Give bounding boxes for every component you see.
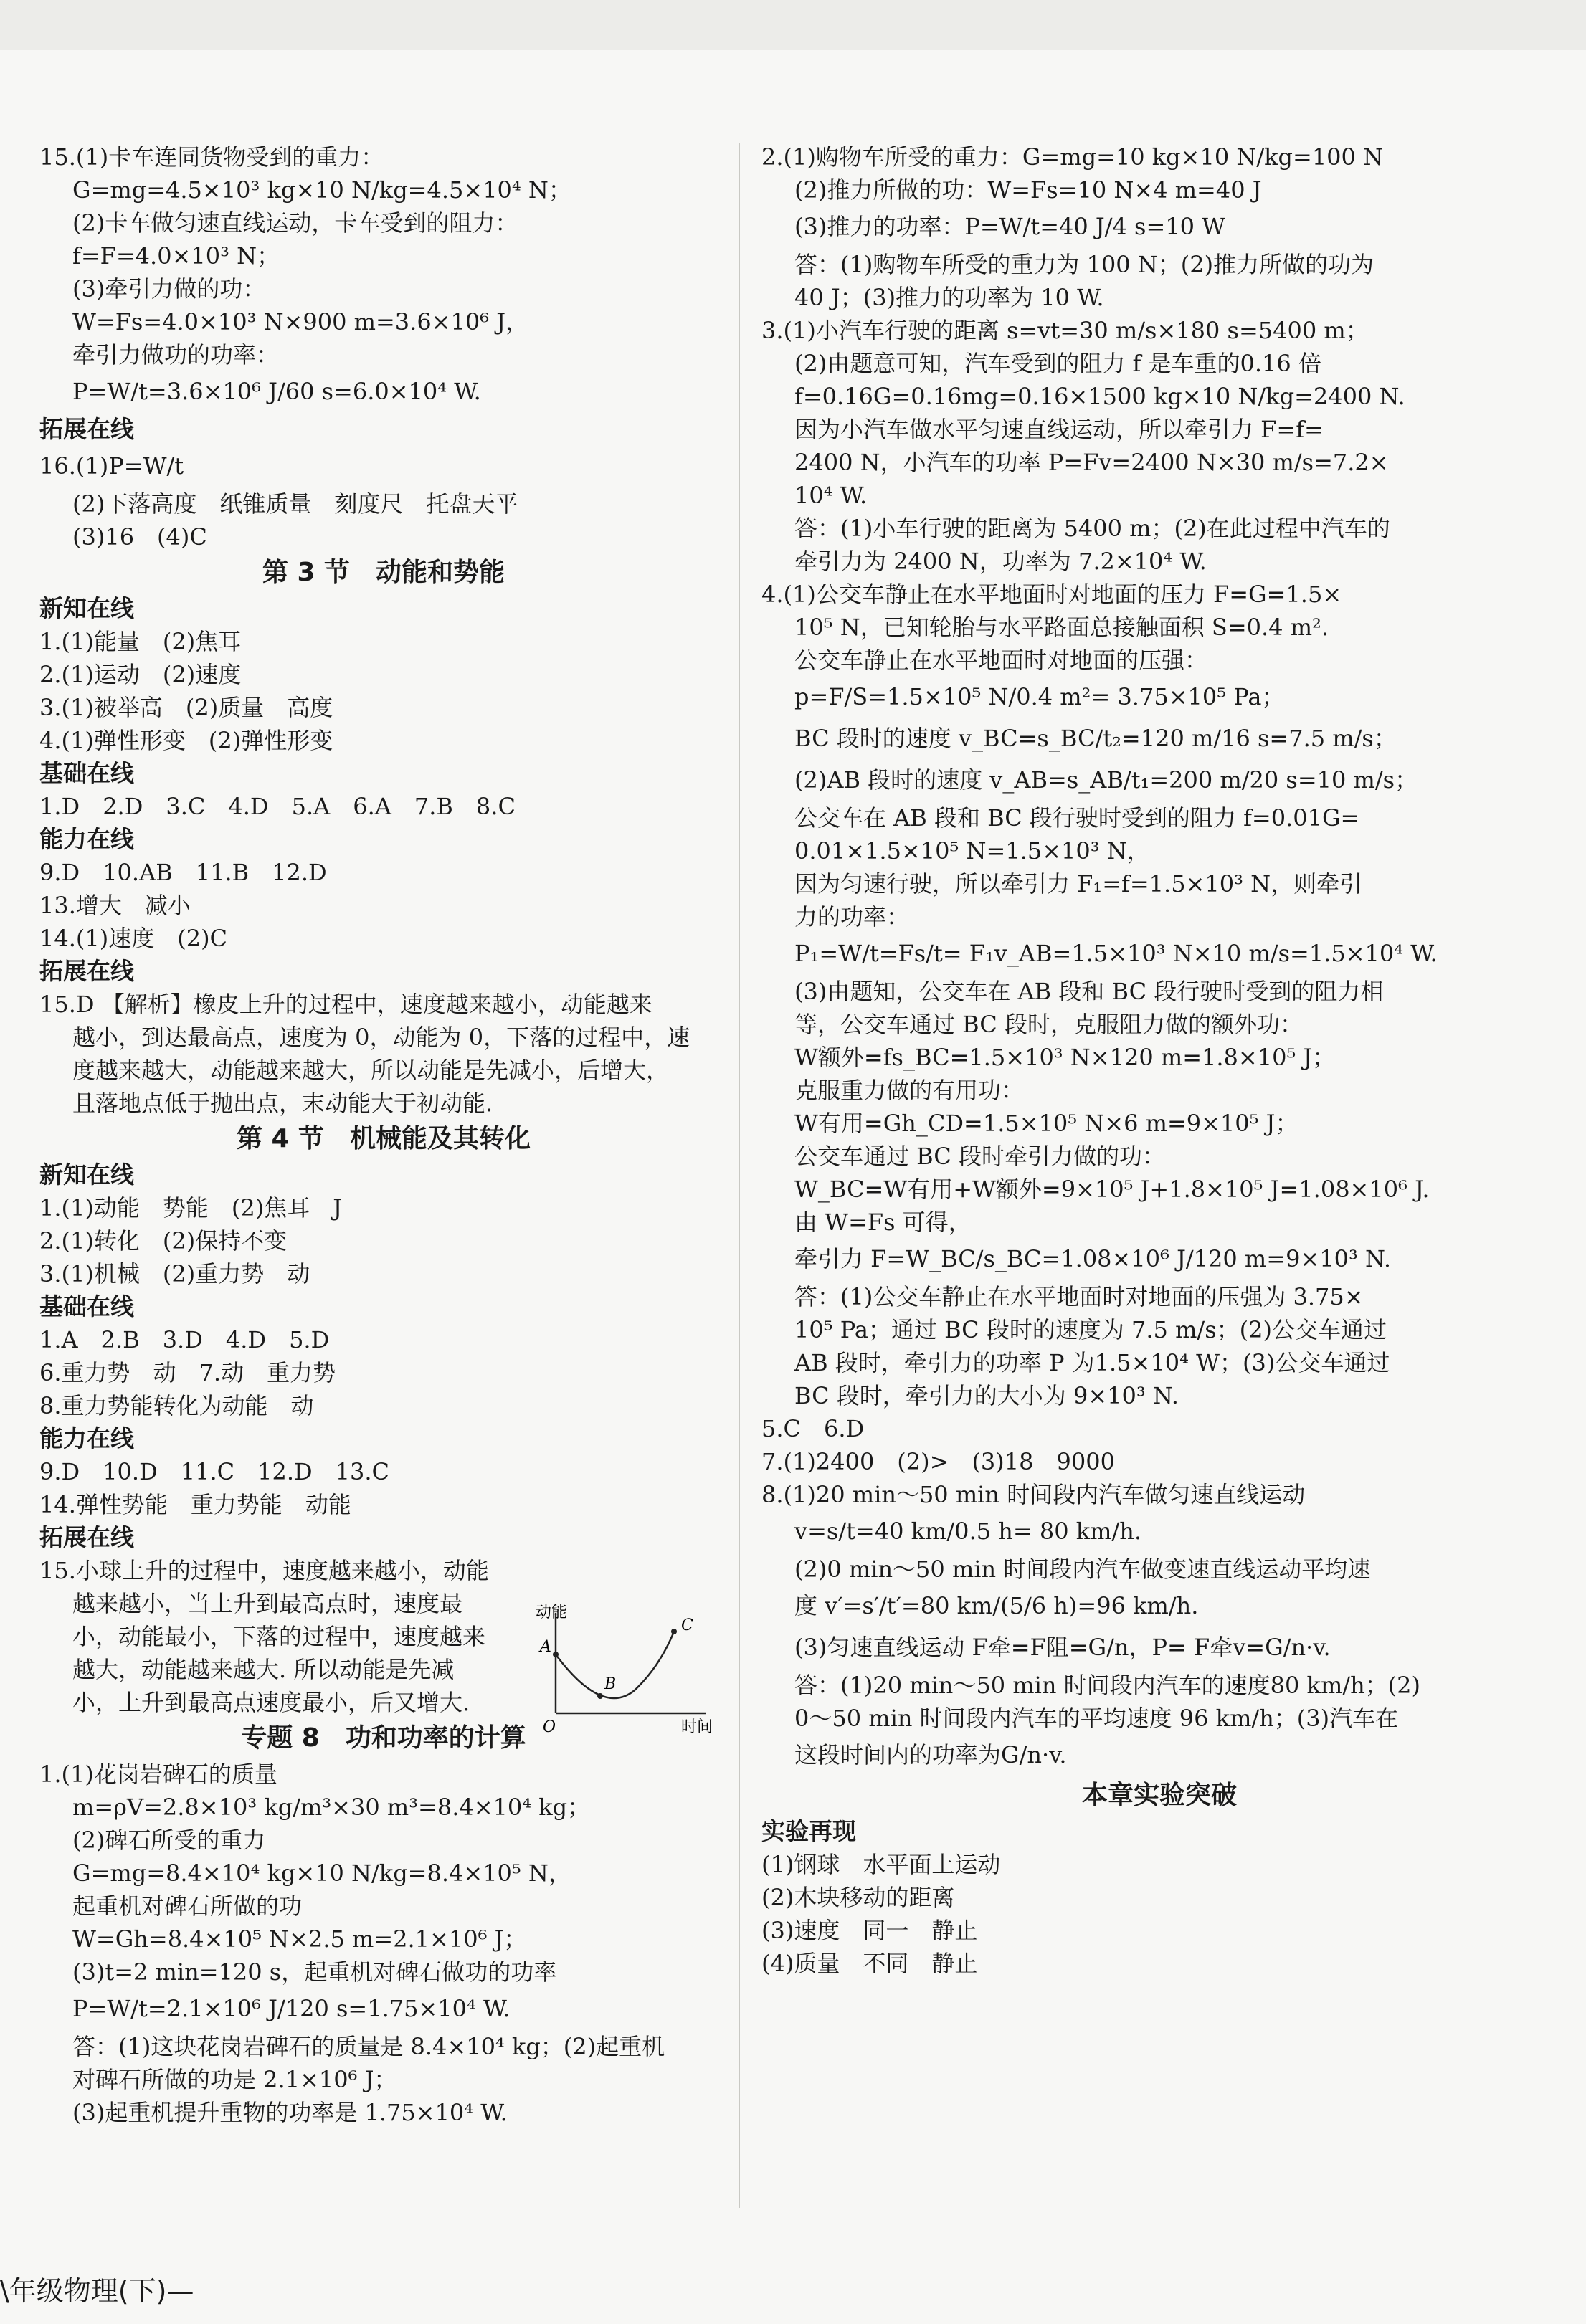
answer-line: 因为匀速行驶，所以牵引力 F₁=f=1.5×10³ N，则牵引 (794, 870, 1363, 897)
answer-line: 答：(1)公交车静止在水平地面时对地面的压强为 3.75× (794, 1283, 1364, 1310)
answer-line: 8.(1)20 min～50 min 时间段内汽车做匀速直线运动 (761, 1481, 1306, 1508)
answer-line: (3)推力的功率：P=W/t=40 J/4 s=10 W (794, 213, 1226, 240)
answer-line: 3.(1)机械 (2)重力势 动 (39, 1260, 310, 1287)
answer-line: 2.(1)购物车所受的重力：G=mg=10 kg×10 N/kg=100 N (761, 143, 1384, 171)
answer-line: 等，公交车通过 BC 段时，克服阻力做的额外功： (794, 1011, 1303, 1038)
graph-origin-label: O (543, 1718, 556, 1735)
answer-line: 越大，动能越来越大. 所以动能是先减 (72, 1656, 455, 1683)
answer-line: 14.弹性势能 重力势能 动能 (39, 1491, 351, 1518)
answer-line: BC 段时的速度 v_BC=s_BC/t₂=120 m/16 s=7.5 m/s； (794, 725, 1397, 752)
right-column (761, 141, 1557, 1980)
answer-line: (3)由题知，公交车在 AB 段和 BC 段行驶时受到的阻力相 (794, 978, 1384, 1005)
top-band (0, 0, 1586, 50)
answer-line: (4)质量 不同 静止 (761, 1950, 978, 1977)
answer-line: 15.小球上升的过程中，速度越来越小，动能 (39, 1557, 489, 1584)
answer-line: (3)t=2 min=120 s，起重机对碑石做功的功率 (72, 1958, 557, 1986)
answer-line: 4.(1)公交车静止在水平地面时对地面的压力 F=G=1.5× (761, 581, 1342, 608)
answer-line: (2)AB 段时的速度 v_AB=s_AB/t₁=200 m/20 s=10 m/s； (794, 766, 1418, 794)
answer-line: p=F/S=1.5×10⁵ N/0.4 m²= 3.75×10⁵ Pa； (794, 683, 1285, 710)
answer-line: f=F=4.0×10³ N； (72, 242, 280, 270)
answer-line: W_BC=W有用+W额外=9×10⁵ J+1.8×10⁵ J=1.08×10⁶ J. (794, 1176, 1430, 1203)
graph-point-b (597, 1693, 603, 1699)
answer-line: W=Gh=8.4×10⁵ N×2.5 m=2.1×10⁶ J； (72, 1925, 527, 1953)
column-divider (739, 143, 740, 2208)
answer-line: 1.A 2.B 3.D 4.D 5.D (39, 1326, 330, 1353)
section-heading: 基础在线 (39, 759, 134, 787)
answer-line: 度越来越大，动能越来越大，所以动能是先减小，后增大， (72, 1057, 670, 1084)
page-footer: \年级物理(下)— (0, 2275, 194, 2307)
answer-line: f=0.16G=0.16mg=0.16×1500 kg×10 N/kg=2400 N. (794, 383, 1405, 410)
answer-line: 2400 N，小汽车的功率 P=Fv=2400 N×30 m/s=7.2× (794, 449, 1389, 476)
answer-line: 0.01×1.5×10⁵ N=1.5×10³ N， (794, 837, 1150, 865)
section-heading: 拓展在线 (39, 1523, 134, 1551)
answer-line: 2.(1)转化 (2)保持不变 (39, 1227, 288, 1254)
answer-line: 越来越小，当上升到最高点时，速度最 (72, 1590, 463, 1617)
answer-line: BC 段时，牵引力的大小为 9×10³ N. (794, 1382, 1179, 1409)
answer-line: W有用=Gh_CD=1.5×10⁵ N×6 m=9×10⁵ J； (794, 1110, 1298, 1137)
section-heading: 能力在线 (39, 825, 134, 853)
answer-line: 公交车在 AB 段和 BC 段行驶时受到的阻力 f=0.01G= (794, 804, 1360, 832)
answer-line: 这段时间内的功率为G/n·v. (794, 1741, 1067, 1768)
answer-line: 1.(1)能量 (2)焦耳 (39, 628, 242, 655)
answer-line: 克服重力做的有用功： (794, 1077, 1025, 1104)
graph-x-label: 时间 (681, 1718, 713, 1735)
answer-line: P=W/t=2.1×10⁶ J/120 s=1.75×10⁴ W. (72, 1995, 511, 2022)
answer-line: (2)推力所做的功：W=Fs=10 N×4 m=40 J (794, 176, 1262, 204)
section-heading: 拓展在线 (39, 415, 134, 443)
answer-line: 起重机对碑石所做的功 (72, 1892, 303, 1920)
answer-line: 小，上升到最高点速度最小，后又增大. (72, 1689, 470, 1716)
answer-line: P₁=W/t=Fs/t= F₁v_AB=1.5×10³ N×10 m/s=1.5×10⁴ W. (794, 940, 1438, 967)
left-column (39, 141, 728, 2129)
answer-line: 1.D 2.D 3.C 4.D 5.A 6.A 7.B 8.C (39, 793, 516, 820)
answer-line: 10⁴ W. (794, 482, 868, 509)
answer-line: 答：(1)小车行驶的距离为 5400 m；(2)在此过程中汽车的 (794, 515, 1390, 542)
answer-line: 1.(1)花岗岩碑石的质量 (39, 1761, 277, 1788)
graph-label-a: A (540, 1638, 551, 1656)
answer-line: W额外=fs_BC=1.5×10³ N×120 m=1.8×10⁵ J； (794, 1044, 1336, 1071)
answer-line: 答：(1)20 min～50 min 时间段内汽车的速度80 km/h；(2) (794, 1672, 1421, 1699)
answer-line: 15.(1)卡车连同货物受到的重力： (39, 143, 384, 171)
answer-line: 牵引力为 2400 N，功率为 7.2×10⁴ W. (794, 548, 1207, 575)
answer-line: 3.(1)被举高 (2)质量 高度 (39, 694, 333, 721)
answer-line: P=W/t=3.6×10⁶ J/60 s=6.0×10⁴ W. (72, 378, 481, 405)
answer-line: 由 W=Fs 可得， (794, 1209, 972, 1236)
answer-line: W=Fs=4.0×10³ N×900 m=3.6×10⁶ J， (72, 308, 529, 335)
answer-line: 15.D 【解析】橡皮上升的过程中，速度越来越小，动能越来 (39, 991, 652, 1018)
answer-line: (2)下落高度 纸锥质量 刻度尺 托盘天平 (72, 490, 518, 518)
answer-line: 牵引力 F=W_BC/s_BC=1.08×10⁶ J/120 m=9×10³ N. (794, 1245, 1392, 1272)
answer-line: 因为小汽车做水平匀速直线运动，所以牵引力 F=f= (794, 416, 1324, 443)
section-heading: 新知在线 (39, 1161, 134, 1189)
answer-line: (3)起重机提升重物的功率是 1.75×10⁴ W. (72, 2099, 508, 2126)
answer-line: (2)卡车做匀速直线运动，卡车受到的阻力： (72, 209, 518, 237)
answer-line: 小，动能最小，下落的过程中，速度越来 (72, 1623, 486, 1650)
answer-line: 1.(1)动能 势能 (2)焦耳 J (39, 1194, 343, 1221)
answer-line: 16.(1)P=W/t (39, 452, 184, 480)
graph-y-label: 动能 (536, 1604, 568, 1621)
answer-line: 5.C 6.D (761, 1415, 865, 1442)
answer-line: (1)钢球 水平面上运动 (761, 1851, 1001, 1878)
answer-line: G=mg=4.5×10³ kg×10 N/kg=4.5×10⁴ N； (72, 176, 571, 204)
answer-line: G=mg=8.4×10⁴ kg×10 N/kg=8.4×10⁵ N， (72, 1859, 571, 1887)
section-heading: 新知在线 (39, 594, 134, 622)
section-title: 专题 8 功和功率的计算 (241, 1723, 526, 1753)
answer-line: (3)牵引力做的功： (72, 275, 266, 303)
answer-line: m=ρV=2.8×10³ kg/m³×30 m³=8.4×10⁴ kg； (72, 1794, 591, 1821)
answer-line: (3)速度 同一 静止 (761, 1917, 978, 1944)
answer-line: 对碑石所做的功是 2.1×10⁶ J； (72, 2066, 397, 2093)
answer-line: 答：(1)这块花岗岩碑石的质量是 8.4×10⁴ kg；(2)起重机 (72, 2033, 665, 2060)
answer-line: 越小，到达最高点，速度为 0，动能为 0，下落的过程中，速 (72, 1024, 690, 1051)
section-heading: 拓展在线 (39, 957, 134, 985)
answer-line: 9.D 10.AB 11.B 12.D (39, 859, 327, 886)
section-heading: 实验再现 (761, 1817, 856, 1845)
answer-line: 答：(1)购物车所受的重力为 100 N；(2)推力所做的功为 (794, 251, 1374, 278)
answer-line: (2)木块移动的距离 (761, 1884, 955, 1911)
answer-line: (2)0 min～50 min 时间段内汽车做变速直线运动平均速 (794, 1556, 1371, 1583)
answer-line: (2)碑石所受的重力 (72, 1827, 266, 1854)
answer-line: 牵引力做功的功率： (72, 341, 280, 368)
graph-label-c: C (681, 1616, 693, 1634)
answer-line: 40 J；(3)推力的功率为 10 W. (794, 284, 1104, 311)
answer-line: 公交车通过 BC 段时牵引力做的功： (794, 1143, 1165, 1170)
answer-line: 4.(1)弹性形变 (2)弹性形变 (39, 727, 333, 754)
answer-line: (2)由题意可知，汽车受到的阻力 f 是车重的0.16 倍 (794, 350, 1321, 377)
section-heading: 能力在线 (39, 1424, 134, 1452)
section-heading: 基础在线 (39, 1292, 134, 1320)
answer-line: 8.重力势能转化为动能 动 (39, 1392, 314, 1419)
answer-line: 公交车静止在水平地面时对地面的压强： (794, 647, 1208, 674)
answer-line: v=s/t=40 km/0.5 h= 80 km/h. (794, 1518, 1142, 1545)
answer-line: 10⁵ Pa；通过 BC 段时的速度为 7.5 m/s；(2)公交车通过 (794, 1316, 1387, 1343)
section-title: 本章实验突破 (1081, 1781, 1237, 1810)
answer-line: 9.D 10.D 11.C 12.D 13.C (39, 1458, 390, 1485)
kinetic-energy-graph (534, 1599, 713, 1735)
answer-line: 且落地点低于抛出点，末动能大于初动能. (72, 1090, 493, 1117)
answer-line: 2.(1)运动 (2)速度 (39, 661, 242, 688)
answer-line: 6.重力势 动 7.动 重力势 (39, 1359, 336, 1386)
graph-label-b: B (604, 1675, 617, 1693)
graph-point-c (671, 1629, 677, 1634)
answer-line: 0～50 min 时间段内汽车的平均速度 96 km/h；(3)汽车在 (794, 1705, 1399, 1732)
answer-line: 14.(1)速度 (2)C (39, 925, 228, 952)
answer-line: 10⁵ N，已知轮胎与水平路面总接触面积 S=0.4 m². (794, 614, 1329, 641)
graph-point-a (553, 1652, 559, 1657)
section-title: 第 4 节 机械能及其转化 (236, 1124, 531, 1153)
answer-line: 3.(1)小汽车行驶的距离 s=vt=30 m/s×180 s=5400 m； (761, 317, 1369, 344)
section-title: 第 3 节 动能和势能 (262, 558, 505, 587)
answer-line: 7.(1)2400 (2)> (3)18 9000 (761, 1448, 1115, 1475)
answer-line: 度 v′=s′/t′=80 km/(5/6 h)=96 km/h. (794, 1592, 1199, 1619)
answer-line: AB 段时，牵引力的功率 P 为1.5×10⁴ W；(3)公交车通过 (794, 1349, 1390, 1376)
answer-line: (3)匀速直线运动 F牵=F阻=G/n，P= F牵v=G/n·v. (794, 1634, 1331, 1661)
answer-line: 力的功率： (794, 903, 910, 930)
answer-line: 13.增大 减小 (39, 892, 191, 919)
answer-line: (3)16 (4)C (72, 523, 207, 551)
